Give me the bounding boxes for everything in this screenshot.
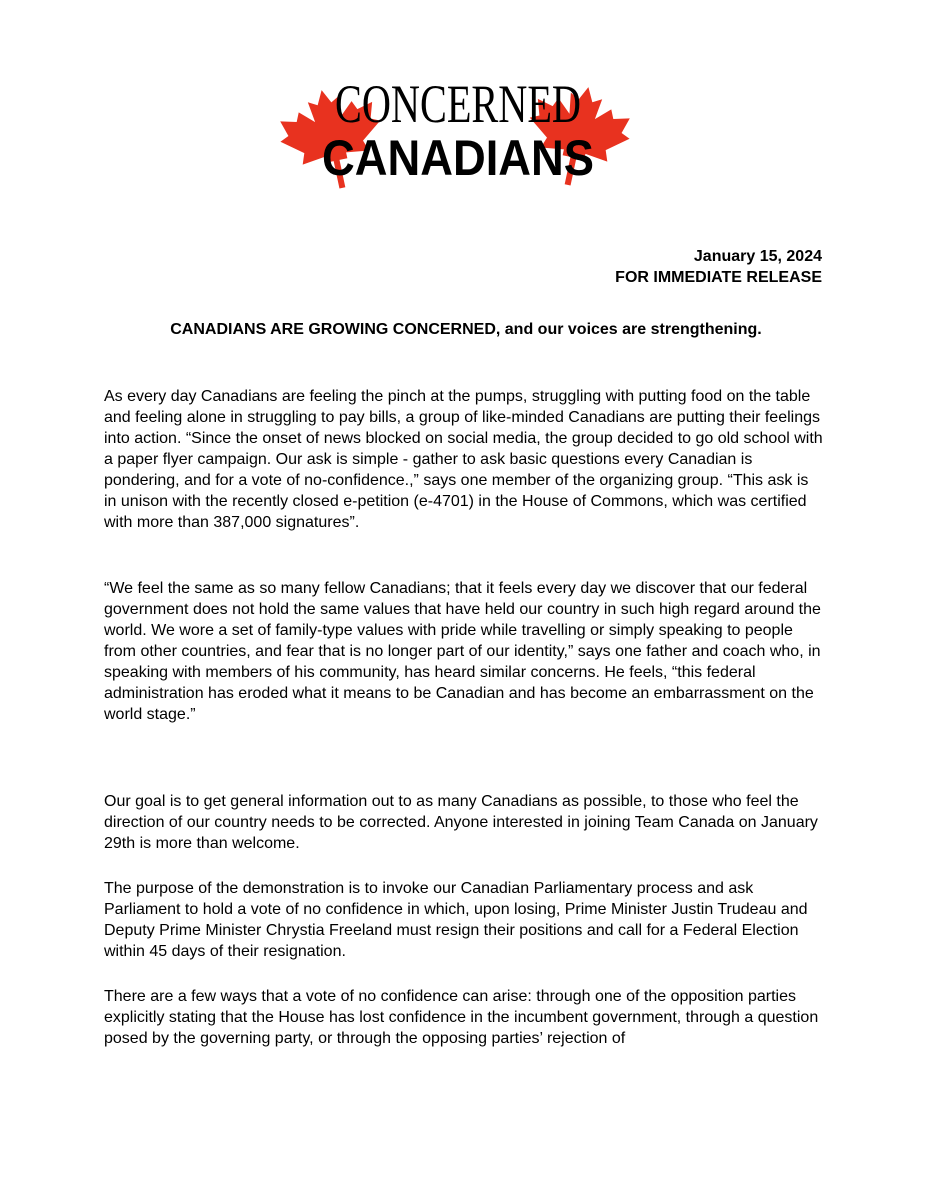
- logo-line-canadians: CANADIANS: [322, 130, 594, 186]
- paragraph-goal: Our goal is to get general information out to as many Canadians as possible, to those who feel the direction of our country needs to be corrected. Anyone interested in joining Team Canada on January 29th is more than welcome.: [104, 793, 818, 852]
- logo-line-concerned: CONCERNED: [335, 74, 581, 134]
- paragraph-quote: “We feel the same as so many fellow Canadians; that it feels every day we discover that our federal government does not hold the same values that have held our country in such high regard around the world. We wore a set of family-type values with pride while travelling or simply speaking to people from other countries, and fear that is no longer part of our identity,” says one father and coach who, in speaking with members of his community, has heard similar concerns. He feels, “this federal administration has eroded what it means to be Canadian and has become an embarrassment on the world stage.”: [104, 580, 821, 723]
- headline-rest: , and our voices are strengthening.: [495, 321, 762, 338]
- dateline: [615, 246, 822, 288]
- headline-bold: CANADIANS ARE GROWING CONCERNED: [170, 321, 496, 338]
- paragraph-vote-methods: There are a few ways that a vote of no confidence can arise: through one of the opposition parties explicitly stating that the House has lost confidence in the incumbent government, through a question posed by the governing party, or through the opposing parties’ rejection of: [104, 988, 819, 1047]
- paragraph-purpose: The purpose of the demonstration is to invoke our Canadian Parliamentary process and ask Parliament to hold a vote of no confidence in which, upon losing, Prime Minister Justin Trudeau and Deputy Prime Minister Chrystia Freeland must resign their positions and call for a Federal Election within 45 days of their resignation.: [104, 880, 808, 960]
- logo: [278, 66, 638, 198]
- concerned-canadians-logo: [278, 66, 638, 198]
- release-date: January 15, 2024: [693, 248, 822, 265]
- release-label: FOR IMMEDIATE RELEASE: [615, 269, 822, 286]
- paragraph-intro: As every day Canadians are feeling the pinch at the pumps, struggling with putting food on the table and feeling alone in struggling to pay bills, a group of like-minded Canadians are putting their feelings into action. “Since the onset of news blocked on social media, the group decided to go old school with a paper flyer campaign. Our ask is simple - gather to ask basic questions every Canadian is pondering, and for a vote of no-confidence.,” says one member of the organizing group. “This ask is in unison with the recently closed e-petition (e-4701) in the House of Commons, which was certified with more than 387,000 signatures”.: [104, 388, 823, 531]
- headline: [0, 319, 932, 340]
